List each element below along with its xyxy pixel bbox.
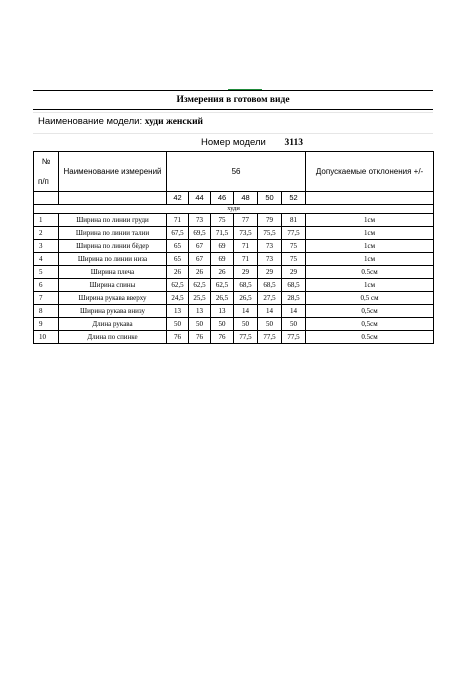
size-header-cell: 48 — [234, 192, 258, 205]
measurement-value: 62,5 — [211, 279, 234, 292]
measurement-name: Ширина рукава внизу — [59, 305, 167, 318]
table-row — [34, 227, 434, 240]
measurement-value: 50 — [234, 318, 258, 331]
measurement-value: 75 — [211, 214, 234, 227]
model-number-line — [201, 137, 303, 149]
table-row — [34, 214, 434, 227]
table-row — [34, 305, 434, 318]
measurement-value: 73 — [258, 240, 282, 253]
table-row — [34, 240, 434, 253]
grid-line — [33, 112, 433, 113]
size-header-cell: 52 — [282, 192, 306, 205]
row-number: 6 — [34, 279, 59, 292]
measurement-value: 25,5 — [189, 292, 211, 305]
measurement-value: 73,5 — [234, 227, 258, 240]
measurement-value: 79 — [258, 214, 282, 227]
measurement-value: 26 — [167, 266, 189, 279]
tolerance-value: 0,5см — [306, 318, 434, 331]
tolerance-value: 1см — [306, 214, 434, 227]
tolerance-value: 0,5см — [306, 305, 434, 318]
model-name-value: худи женский — [144, 117, 204, 127]
measurement-value: 68,5 — [258, 279, 282, 292]
measurement-value: 75 — [282, 240, 306, 253]
measurement-value: 14 — [282, 305, 306, 318]
size-row-blank — [59, 192, 167, 205]
measurement-value: 50 — [282, 318, 306, 331]
table-row — [34, 253, 434, 266]
header-number — [34, 152, 59, 192]
row-number: 2 — [34, 227, 59, 240]
model-name-line — [38, 116, 203, 128]
model-number-label: Номер модели — [201, 137, 266, 148]
measurement-value: 67,5 — [167, 227, 189, 240]
row-number: 4 — [34, 253, 59, 266]
measurement-value: 76 — [211, 331, 234, 344]
measurement-value: 75,5 — [258, 227, 282, 240]
product-subheader-row — [34, 205, 434, 214]
header-number-abbr: п/п — [38, 176, 49, 186]
measurement-value: 67 — [189, 253, 211, 266]
measurement-name: Длина по спинке — [59, 331, 167, 344]
size-header-cell: 44 — [189, 192, 211, 205]
size-header-cell: 42 — [167, 192, 189, 205]
measurement-value: 29 — [258, 266, 282, 279]
model-name-label: Наименование модели: — [38, 116, 143, 127]
row-number: 10 — [34, 331, 59, 344]
measurement-value: 76 — [189, 331, 211, 344]
size-row-blank — [306, 192, 434, 205]
header-tolerance: Допускаемые отклонения +/- — [306, 152, 434, 192]
size-row-blank — [34, 192, 59, 205]
row-number: 5 — [34, 266, 59, 279]
measurement-value: 24,5 — [167, 292, 189, 305]
table-row — [34, 318, 434, 331]
table-header-row — [34, 152, 434, 192]
tolerance-value: 0.5см — [306, 331, 434, 344]
row-number: 1 — [34, 214, 59, 227]
measurement-value: 69 — [211, 253, 234, 266]
measurement-name: Ширина по линии груди — [59, 214, 167, 227]
measurement-value: 77,5 — [282, 227, 306, 240]
measurement-value: 50 — [211, 318, 234, 331]
measurement-value: 69 — [211, 240, 234, 253]
measurement-value: 69,5 — [189, 227, 211, 240]
measurement-value: 14 — [234, 305, 258, 318]
tolerance-value: 0.5см — [306, 266, 434, 279]
measurement-value: 77 — [234, 214, 258, 227]
tolerance-value: 0,5 см — [306, 292, 434, 305]
row-number: 8 — [34, 305, 59, 318]
measurement-value: 68,5 — [282, 279, 306, 292]
measurement-value: 76 — [167, 331, 189, 344]
measurement-value: 71 — [234, 253, 258, 266]
measurement-value: 62,5 — [167, 279, 189, 292]
size-header-cell: 50 — [258, 192, 282, 205]
table-row — [34, 266, 434, 279]
measurement-value: 13 — [167, 305, 189, 318]
measurement-value: 29 — [234, 266, 258, 279]
model-number-value: 3113 — [284, 138, 303, 148]
measurement-value: 67 — [189, 240, 211, 253]
document-title: Измерения в готовом виде — [33, 90, 433, 110]
measurement-value: 27,5 — [258, 292, 282, 305]
header-measurement-name: Наименование измерений — [59, 152, 167, 192]
measurement-value: 28,5 — [282, 292, 306, 305]
measurement-name: Длина рукава — [59, 318, 167, 331]
tolerance-value: 1см — [306, 240, 434, 253]
row-number: 3 — [34, 240, 59, 253]
measurement-value: 65 — [167, 253, 189, 266]
size-header-cell: 46 — [211, 192, 234, 205]
measurement-name: Ширина рукава вверху — [59, 292, 167, 305]
header-size-group: 56 — [167, 152, 306, 192]
measurement-name: Ширина плеча — [59, 266, 167, 279]
measurement-value: 71,5 — [211, 227, 234, 240]
size-row — [34, 192, 434, 205]
measurement-value: 26 — [189, 266, 211, 279]
measurement-value: 75 — [282, 253, 306, 266]
measurement-value: 13 — [189, 305, 211, 318]
measurement-value: 71 — [167, 214, 189, 227]
measurement-value: 13 — [211, 305, 234, 318]
measurements-table — [33, 151, 434, 344]
measurement-value: 77,5 — [234, 331, 258, 344]
measurement-value: 73 — [189, 214, 211, 227]
tolerance-value: 1см — [306, 253, 434, 266]
measurement-name: Ширина по линии бёдер — [59, 240, 167, 253]
measurement-value: 62,5 — [189, 279, 211, 292]
measurement-value: 26,5 — [234, 292, 258, 305]
table-row — [34, 331, 434, 344]
tolerance-value: 1см — [306, 227, 434, 240]
measurement-value: 65 — [167, 240, 189, 253]
grid-line — [33, 133, 433, 134]
table-row — [34, 279, 434, 292]
measurement-value: 29 — [282, 266, 306, 279]
measurement-value: 77,5 — [258, 331, 282, 344]
measurement-value: 26 — [211, 266, 234, 279]
measurement-name: Ширина по линии талии — [59, 227, 167, 240]
measurement-value: 81 — [282, 214, 306, 227]
measurement-value: 14 — [258, 305, 282, 318]
measurement-value: 26,5 — [211, 292, 234, 305]
measurement-value: 71 — [234, 240, 258, 253]
measurement-name: Ширина по линии низа — [59, 253, 167, 266]
measurement-value: 50 — [258, 318, 282, 331]
table-row — [34, 292, 434, 305]
product-subheader: худи — [34, 205, 434, 214]
measurement-value: 73 — [258, 253, 282, 266]
measurement-value: 68,5 — [234, 279, 258, 292]
measurement-value: 77,5 — [282, 331, 306, 344]
measurement-name: Ширина спины — [59, 279, 167, 292]
header-number-symbol: № — [41, 156, 51, 166]
tolerance-value: 1см — [306, 279, 434, 292]
measurement-value: 50 — [189, 318, 211, 331]
measurement-value: 50 — [167, 318, 189, 331]
row-number: 7 — [34, 292, 59, 305]
row-number: 9 — [34, 318, 59, 331]
